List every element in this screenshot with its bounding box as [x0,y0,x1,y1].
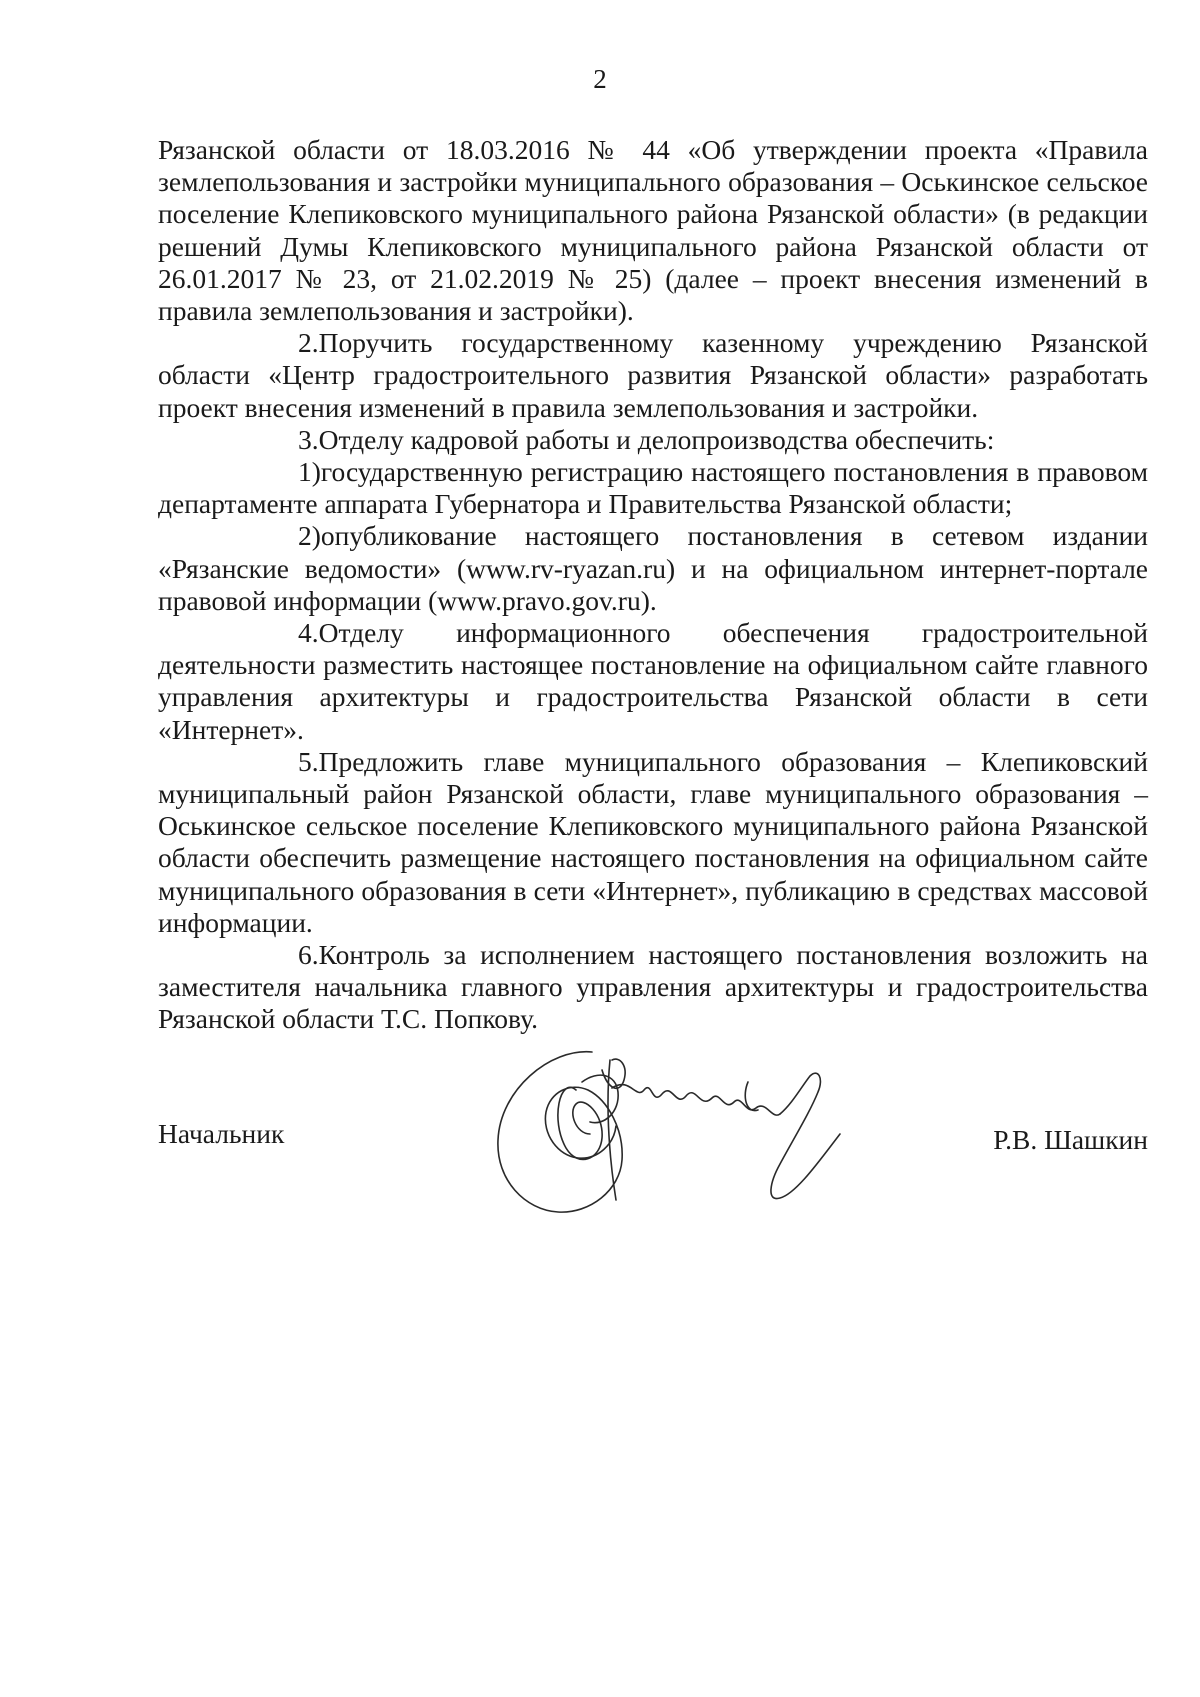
paragraph-subitem-3-1 [158,456,1148,520]
paragraph-item-6 [158,939,1148,1036]
item-text: Отделу кадровой работы и делопроизводства обеспечить: [318,423,995,455]
page-number: 2 [593,64,607,94]
item-number: 5. [298,745,319,777]
item-number: 6. [298,939,319,971]
item-text: Поручить государственному казенному учреждению Рязанской области «Центр градостроительного развития Рязанской области» разработать проект внесения изменений в правила землепользования и застройки. [158,327,1148,423]
handwritten-signature-icon [480,1030,860,1240]
subitem-text: опубликование настоящего постановления в сетевом издании «Рязанские ведомости» (www.rv-ryazan.ru) и на официальном интернет-портале правовой информации (www.pravo.gov.ru). [158,520,1148,616]
signatory-position: Начальник [158,1118,285,1149]
paragraph-item-5 [158,746,1148,939]
signatory-name: Р.В. Шашкин [993,1124,1148,1155]
item-number: 3. [298,423,319,455]
paragraph-continuation: Рязанской области от 18.03.2016 № 44 «Об утверждении проекта «Правила землепользования и застройки муниципального образования – Оськинское сельское поселение Клепиковского муниципального района Рязанской области» (в редакции решений Думы Клепиковского муниципального района Рязанской области от 26.01.2017 № 23, от 21.02.2019 № 25) (далее – проект внесения изменений в правила землепользования и застройки). [158,134,1148,327]
subitem-number: 2) [298,520,321,552]
item-text: Отделу информационного обеспечения градостроительной деятельности разместить настоящее постановление на официальном сайте главного управления архитектуры и градостроительства Рязанской области в сети «Интернет». [158,617,1148,745]
paragraph-item-4 [158,617,1148,746]
item-number: 4. [298,617,319,649]
paragraph-subitem-3-2 [158,520,1148,617]
paragraph-item-3 [158,424,1148,456]
document-body [158,134,1148,1036]
item-number: 2. [298,327,319,359]
item-text: Предложить главе муниципального образования – Клепиковский муниципальный район Рязанской области, главе муниципального образования – Оськинское сельское поселение Клепиковского муниципального района Рязанской области обеспечить размещение настоящего постановления на официальном сайте муниципального образования в сети «Интернет», публикацию в средствах массовой информации. [158,745,1148,938]
paragraph-item-2 [158,327,1148,424]
subitem-number: 1) [298,456,321,488]
item-text: Контроль за исполнением настоящего постановления возложить на заместителя начальника главного управления архитектуры и градостроительства Рязанской области Т.С. Попкову. [158,939,1148,1035]
subitem-text: государственную регистрацию настоящего постановления в правовом департаменте аппарата Губернатора и Правительства Рязанской области; [158,456,1148,520]
